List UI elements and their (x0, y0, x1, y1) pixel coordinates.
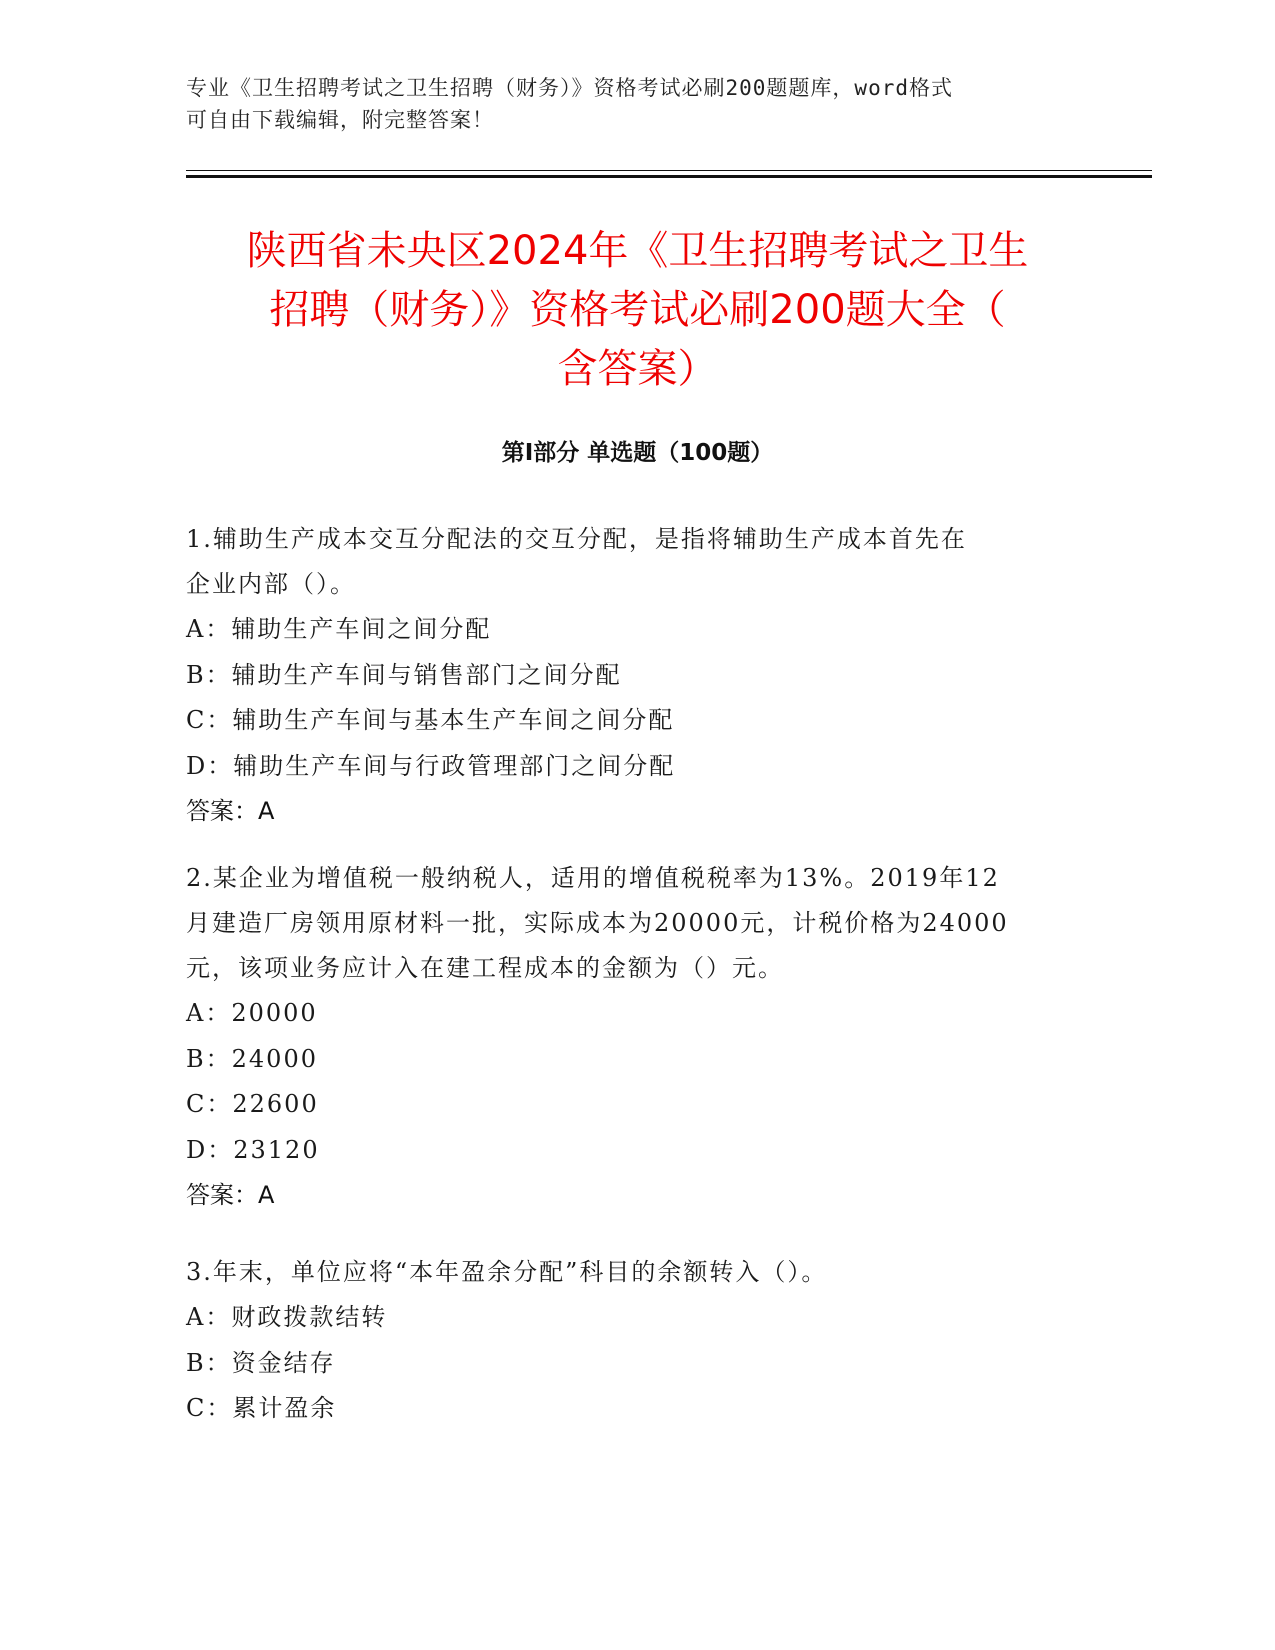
option-c: C：22600 (186, 1090, 319, 1118)
option-d: D：辅助生产车间与行政管理部门之间分配 (186, 751, 676, 780)
question-stem-line: 3.年末，单位应将“本年盈余分配”科目的余额转入（）。 (186, 1258, 828, 1286)
question-stem-line: 元，该项业务应计入在建工程成本的金额为（）元。 (186, 954, 784, 982)
answer: 答案：A (186, 797, 275, 825)
title-line-2: 招聘（财务）》资格考试必刷200题大全（ (269, 287, 1006, 333)
header-note-line-2: 可自由下载编辑，附完整答案！ (186, 108, 494, 132)
option-a: A：辅助生产车间之间分配 (186, 615, 492, 643)
header-rule-thin (186, 170, 1152, 171)
answer: 答案：A (186, 1181, 275, 1209)
question-1 (186, 517, 1086, 834)
question-stem-line: 2.某企业为增值税一般纳税人，适用的增值税税率为13%。2019年12 (186, 864, 1000, 892)
question-2 (186, 856, 1086, 1218)
header-rule-thick (186, 175, 1152, 178)
question-stem-line: 企业内部（）。 (186, 570, 356, 598)
header-note-line-1: 专业《卫生招聘考试之卫生招聘（财务）》资格考试必刷200题题库，word格式 (186, 76, 953, 100)
option-a: A：20000 (186, 999, 318, 1027)
header-note (186, 72, 1086, 136)
option-b: B：24000 (186, 1044, 318, 1073)
question-stem-line: 1.辅助生产成本交互分配法的交互分配，是指将辅助生产成本首先在 (186, 525, 967, 553)
section-heading: 第Ⅰ部分 单选题（100题） (501, 440, 774, 466)
question-3 (186, 1250, 1086, 1432)
option-a: A：财政拨款结转 (186, 1303, 388, 1331)
question-stem-line: 月建造厂房领用原材料一批，实际成本为20000元，计税价格为24000 (186, 909, 1009, 937)
option-b: B：资金结存 (186, 1348, 336, 1377)
option-c: C：累计盈余 (186, 1394, 337, 1422)
title-line-1: 陕西省未央区2024年《卫生招聘考试之卫生 (246, 228, 1029, 274)
option-c: C：辅助生产车间与基本生产车间之间分配 (186, 706, 675, 734)
option-b: B：辅助生产车间与销售部门之间分配 (186, 660, 622, 689)
option-d: D：23120 (186, 1135, 320, 1164)
document-title (150, 222, 1125, 399)
title-line-3: 含答案） (557, 346, 718, 392)
